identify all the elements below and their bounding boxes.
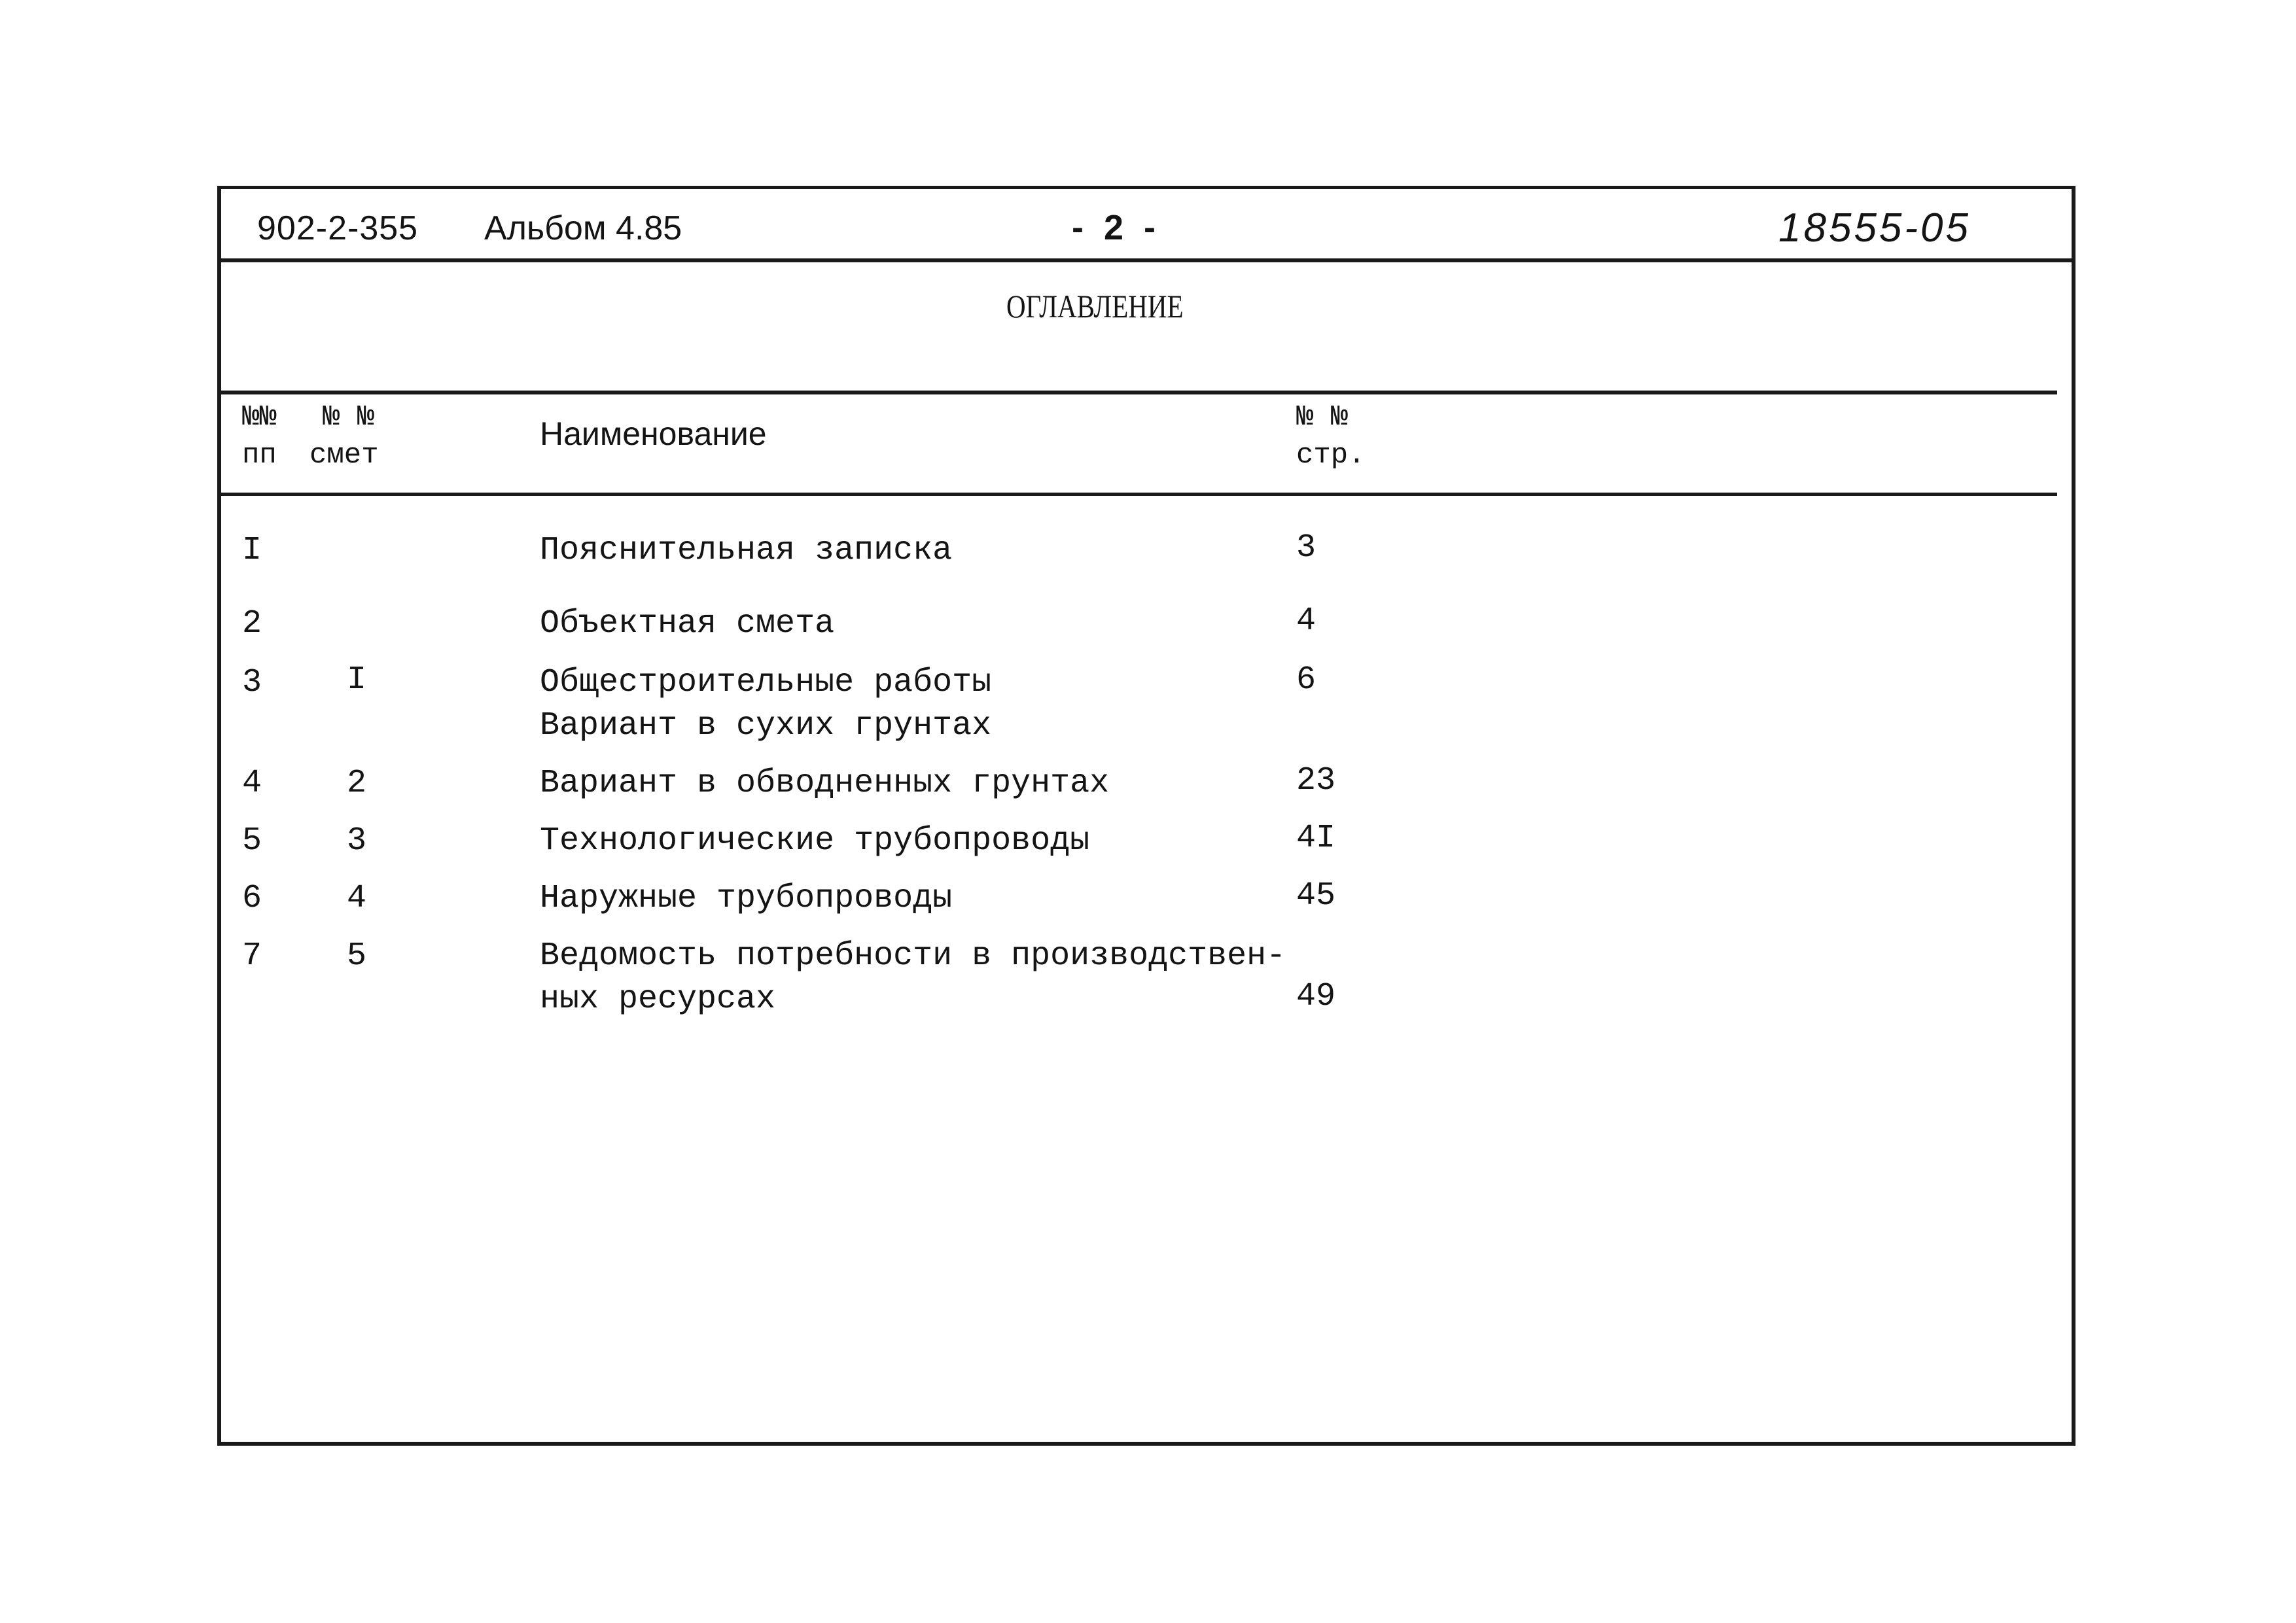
toc-row-name xyxy=(540,820,1089,863)
column-heading-page-line: № № xyxy=(1296,401,1349,434)
album-label: Альбом 4.85 xyxy=(484,209,682,247)
toc-row-name xyxy=(540,529,952,572)
toc-row-page: 49 xyxy=(1296,978,1336,1015)
toc-row-page: 6 xyxy=(1296,661,1316,699)
document-code: 902-2-355 xyxy=(257,209,419,247)
table-top-rule xyxy=(221,391,2057,394)
column-heading-estimate-line: смет xyxy=(309,439,379,472)
toc-row-number: 4 xyxy=(242,765,262,802)
toc-row-number: 2 xyxy=(242,605,262,642)
archive-number: 18555-05 xyxy=(1778,205,1971,251)
toc-row-estimate: 2 xyxy=(347,765,367,802)
toc-row-number: 5 xyxy=(242,822,262,860)
toc-row-name-line: ных ресурсах xyxy=(540,981,776,1018)
toc-row-name-line: Наружные трубопроводы xyxy=(540,880,953,917)
page-number: - 2 - xyxy=(1072,208,1161,247)
toc-row-estimate: 4 xyxy=(347,880,367,917)
toc-row-page: 23 xyxy=(1296,762,1336,799)
column-heading-name: Наименование xyxy=(540,415,767,452)
toc-row-name xyxy=(540,762,1109,805)
toc-row-name-line: Вариант в сухих грунтах xyxy=(540,707,992,744)
toc-row-estimate: 5 xyxy=(347,937,367,975)
toc-title: ОГЛАВЛЕНИЕ xyxy=(1006,288,1184,324)
toc-row-page: 4I xyxy=(1296,820,1336,857)
toc-row-estimate: 3 xyxy=(347,822,367,860)
toc-row-page: 3 xyxy=(1296,529,1316,567)
toc-row-estimate: I xyxy=(347,661,367,699)
toc-row-page: 45 xyxy=(1296,877,1336,915)
column-heading-number-line: №№ xyxy=(242,401,277,434)
toc-row-page: 4 xyxy=(1296,602,1316,640)
toc-row-name xyxy=(540,602,834,646)
column-heading-page xyxy=(1296,398,1366,474)
document-sheet xyxy=(217,186,2075,1446)
toc-row-name xyxy=(540,935,1286,1021)
column-heading-page-line: стр. xyxy=(1296,439,1366,472)
column-heading-estimate-line: № № xyxy=(323,401,375,434)
toc-row-name-line: Вариант в обводненных грунтах xyxy=(540,765,1110,802)
toc-row-name-line: Пояснительная записка xyxy=(540,532,953,569)
toc-row-number: 6 xyxy=(242,880,262,917)
toc-row-name xyxy=(540,877,952,920)
header-divider xyxy=(221,258,2072,262)
toc-row-name-line: Технологические трубопроводы xyxy=(540,822,1090,860)
toc-row-name-line: Ведомость потребности в производствен- xyxy=(540,937,1286,975)
toc-row-number: 7 xyxy=(242,937,262,975)
column-heading-estimate xyxy=(309,398,379,474)
column-heading-number xyxy=(242,398,277,474)
toc-row-name-line: Общестроительные работы xyxy=(540,664,992,701)
toc-row-number: I xyxy=(242,532,262,569)
toc-row-name xyxy=(540,661,991,748)
table-header-rule xyxy=(221,493,2057,496)
column-heading-number-line: пп xyxy=(242,439,277,472)
toc-row-name-line: Объектная смета xyxy=(540,605,835,642)
toc-row-number: 3 xyxy=(242,664,262,701)
